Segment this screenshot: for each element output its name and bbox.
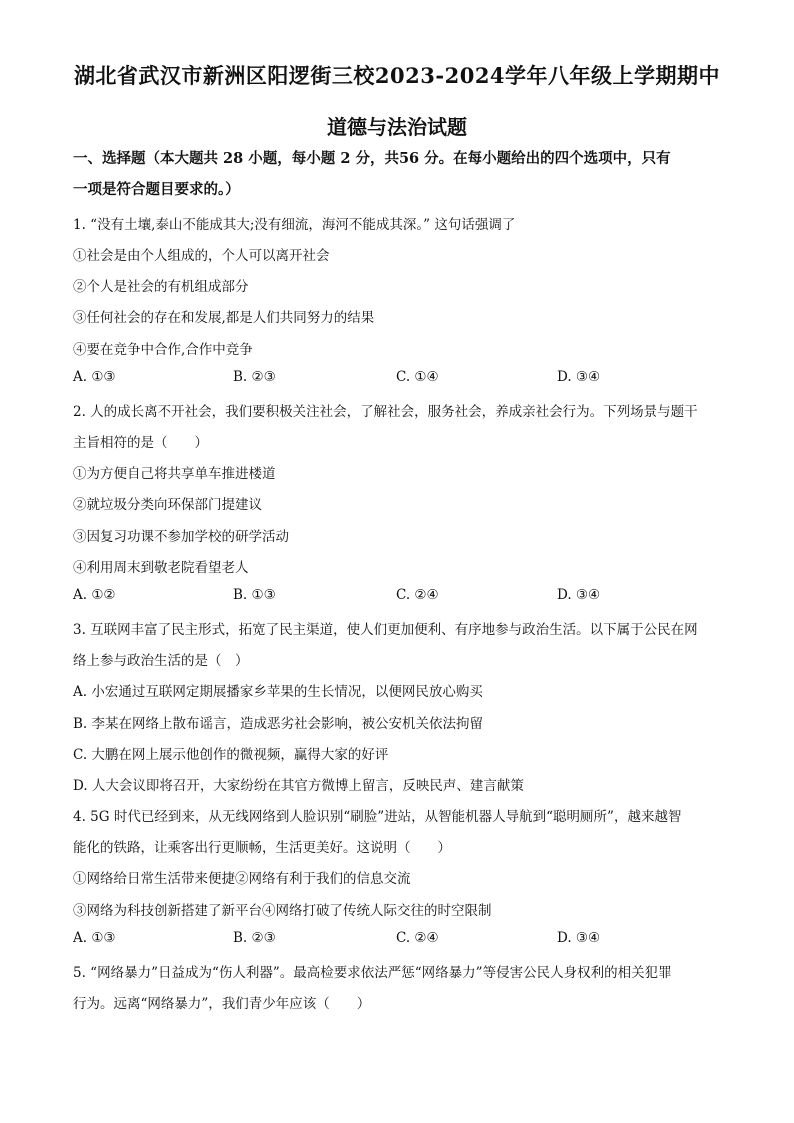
question-3-stem: 3. 互联网丰富了民主形式，拓宽了民主渠道，使人们更加便利、有序地参与政治生活。以下属于公民在网 — [73, 622, 698, 638]
question-2-stem: 2. 人的成长离不开社会，我们要积极关注社会，了解社会，服务社会，养成亲社会行为。下列场景与题干 — [73, 404, 698, 420]
question-4-option-d[interactable]: D. ③④ — [557, 930, 601, 946]
question-4-option-c[interactable]: C. ②④ — [396, 930, 439, 946]
question-2-stem: 主旨相符的是（ ） — [73, 435, 208, 451]
question-1-item: ②个人是社会的有机组成部分 — [73, 279, 249, 295]
question-2-option-b[interactable]: B. ①③ — [233, 587, 276, 603]
question-5-stem: 5. “网络暴力”日益成为“伤人利器”。最高检要求依法严惩“网络暴力”等侵害公民人身权利的相关犯罪 — [73, 965, 672, 981]
exam-title: 湖北省武汉市新洲区阳逻街三校2023-2024学年八年级上学期期中 — [73, 63, 721, 88]
section-instructions — [73, 143, 733, 205]
question-1-stem: 1. “没有土壤,泰山不能成其大;没有细流，海河不能成其深。” 这句话强调了 — [73, 217, 516, 233]
section-line-1: 一、选择题（本大题共 28 小题，每小题 2 分，共56 分。在每小题给出的四个选项中，只有 — [73, 150, 671, 167]
question-2-item: ④利用周末到敬老院看望老人 — [73, 560, 249, 576]
question-1-item: ③任何社会的存在和发展,都是人们共同努力的结果 — [73, 310, 375, 326]
question-4-item: ③网络为科技创新搭建了新平台④网络打破了传统人际交往的时空限制 — [73, 903, 492, 919]
question-1-option-d[interactable]: D. ③④ — [557, 369, 601, 385]
question-1-item: ①社会是由个人组成的，个人可以离开社会 — [73, 248, 330, 264]
question-2-item: ③因复习功课不参加学校的研学活动 — [73, 529, 289, 545]
question-4-stem: 能化的铁路，让乘客出行更顺畅，生活更美好。这说明（ ） — [73, 840, 451, 856]
question-4-option-b[interactable]: B. ②③ — [233, 930, 276, 946]
question-1-item: ④要在竞争中合作,合作中竞争 — [73, 342, 253, 358]
question-1-option-a[interactable]: A. ①③ — [73, 369, 116, 385]
question-4-item: ①网络给日常生活带来便捷②网络有利于我们的信息交流 — [73, 871, 411, 887]
question-2-item: ②就垃圾分类向环保部门提建议 — [73, 497, 262, 513]
question-2-option-c[interactable]: C. ②④ — [396, 587, 439, 603]
question-2-item: ①为方便自己将共享单车推进楼道 — [73, 466, 276, 482]
question-3-option-c[interactable]: C. 大鹏在网上展示他创作的微视频，赢得大家的好评 — [73, 747, 389, 763]
question-2-option-d[interactable]: D. ③④ — [557, 587, 601, 603]
question-4-stem: 4. 5G 时代已经到来，从无线网络到人脸识别“刷脸”进站，从智能机器人导航到“聪明厕所”，越来越智 — [73, 809, 682, 825]
question-2-option-a[interactable]: A. ①② — [73, 587, 116, 603]
question-4-option-a[interactable]: A. ①③ — [73, 930, 116, 946]
question-5-stem: 行为。远离“网络暴力”，我们青少年应该（ ） — [73, 996, 371, 1012]
question-3-option-d[interactable]: D. 人大会议即将召开，大家纷纷在其官方微博上留言，反映民声、建言献策 — [73, 778, 524, 794]
question-1-option-b[interactable]: B. ②③ — [233, 369, 276, 385]
question-3-stem: 络上参与政治生活的是（ ） — [73, 653, 249, 669]
question-1-option-c[interactable]: C. ①④ — [396, 369, 439, 385]
exam-subtitle: 道德与法治试题 — [327, 115, 467, 139]
section-line-2: 一项是符合题目要求的。） — [73, 181, 240, 198]
question-3-option-a[interactable]: A. 小宏通过互联网定期展播家乡苹果的生长情况，以便网民放心购买 — [73, 684, 483, 700]
question-3-option-b[interactable]: B. 李某在网络上散布谣言，造成恶劣社会影响，被公安机关依法拘留 — [73, 716, 484, 732]
